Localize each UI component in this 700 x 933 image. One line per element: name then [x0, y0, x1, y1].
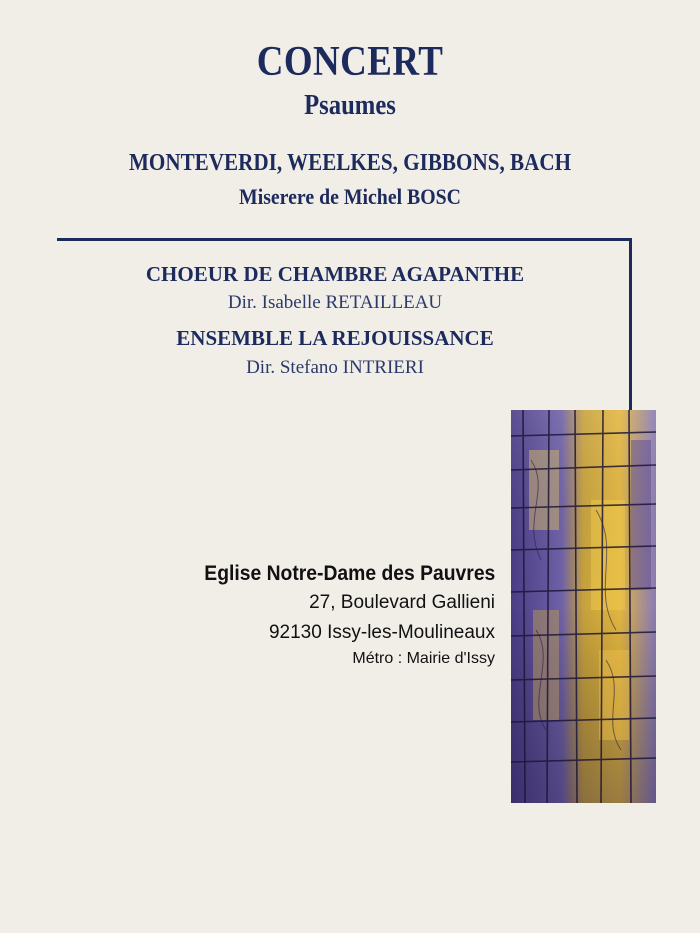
choir-name: CHOEUR DE CHAMBRE AGAPANTHE — [145, 262, 525, 286]
composers-line: MONTEVERDI, WEELKES, GIBBONS, BACH — [128, 150, 572, 176]
miserere-line: Miserere de Michel BOSC — [239, 184, 461, 209]
ensemble-name: ENSEMBLE LA REJOUISSANCE — [176, 326, 494, 350]
ensemble-director: Dir. Stefano INTRIERI — [246, 357, 424, 378]
poster-title: CONCERT — [256, 39, 444, 85]
stained-glass-image — [511, 410, 656, 803]
venue-metro: Métro : Mairie d'Issy — [352, 650, 495, 667]
venue-name: Eglise Notre-Dame des Pauvres — [203, 562, 495, 585]
choir-director: Dir. Isabelle RETAILLEAU — [227, 292, 443, 313]
poster-subtitle: Psaumes — [304, 90, 396, 121]
frame-horizontal-line — [57, 238, 632, 241]
venue-city: 92130 Issy-les-Moulineaux — [268, 622, 495, 643]
venue-street: 27, Boulevard Gallieni — [309, 592, 495, 613]
